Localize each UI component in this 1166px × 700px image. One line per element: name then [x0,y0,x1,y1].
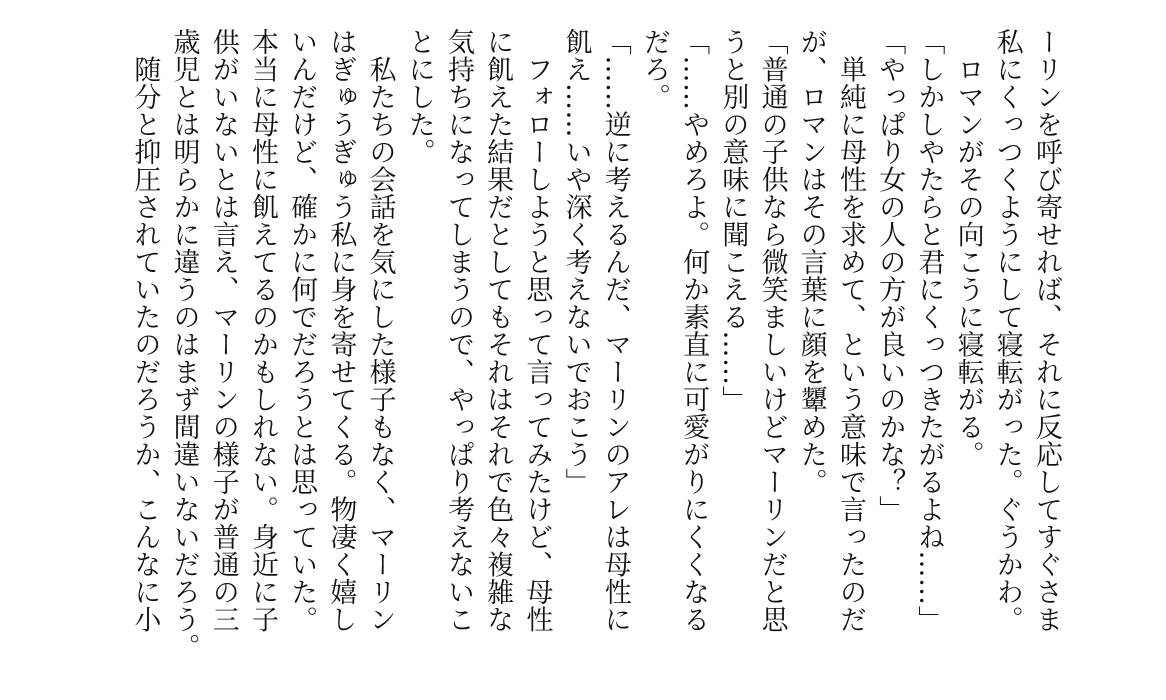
text-line: が、ロマンはその言葉に顔を顰めた。 [795,28,827,496]
text-line: ーリンを呼び寄せれば、それに反応してすぐさま [1031,28,1062,633]
text-line: 供がいないとは言え、マーリンの様子が普通の三 [207,28,239,633]
text-line: とにした。 [403,28,435,166]
text-line: フォローしようと思って言ってみたけど、母性 [521,28,553,633]
text-line: 私にくっつくようにして寝転がった。ぐうかわ。 [991,28,1023,633]
text-line: だろ。 [638,28,670,111]
text-line: 本当に母性に飢えてるのかもしれない。身近に子 [246,28,278,633]
text-line: 飢え……いや深く考えないでおこう」 [560,28,592,496]
text-line: 気持ちになってしまうので、やっぱり考えないこ [442,28,474,633]
text-line: はぎゅうぎゅう私に身を寄せてくる。物凄く嬉し [325,28,357,633]
text-line: 私たちの会話を気にした様子もなく、マーリン [364,28,396,633]
vertical-text-body [125,28,1066,700]
text-line: 「普通の子供なら微笑ましいけどマーリンだと思 [756,28,788,633]
text-line: 「……逆に考えるんだ、マーリンのアレは母性に [599,28,631,633]
text-line: 随分と抑圧されていたのだろうか、こんなに小 [129,28,161,633]
text-line: ロマンがその向こうに寝転がる。 [952,28,984,468]
text-line: 歳児とは明らかに違うのはまず間違いないだろう。 [168,28,200,661]
text-line: 「やっぱり女の人の方が良いのかな？」 [874,28,906,523]
text-line: 単純に母性を求めて、という意味で言ったのだ [834,28,866,633]
text-line: 「……やめろよ。何か素直に可愛がりにくくなる [678,28,710,633]
text-line: 「しかしやたらと君にくっつきたがるよね……」 [913,28,945,633]
text-line: うと別の意味に聞こえる……」 [717,28,749,413]
text-line: いんだけど、確かに何でだろうとは思っていた。 [286,28,318,633]
text-line: に飢えた結果だとしてもそれはそれで色々複雑な [482,28,514,633]
